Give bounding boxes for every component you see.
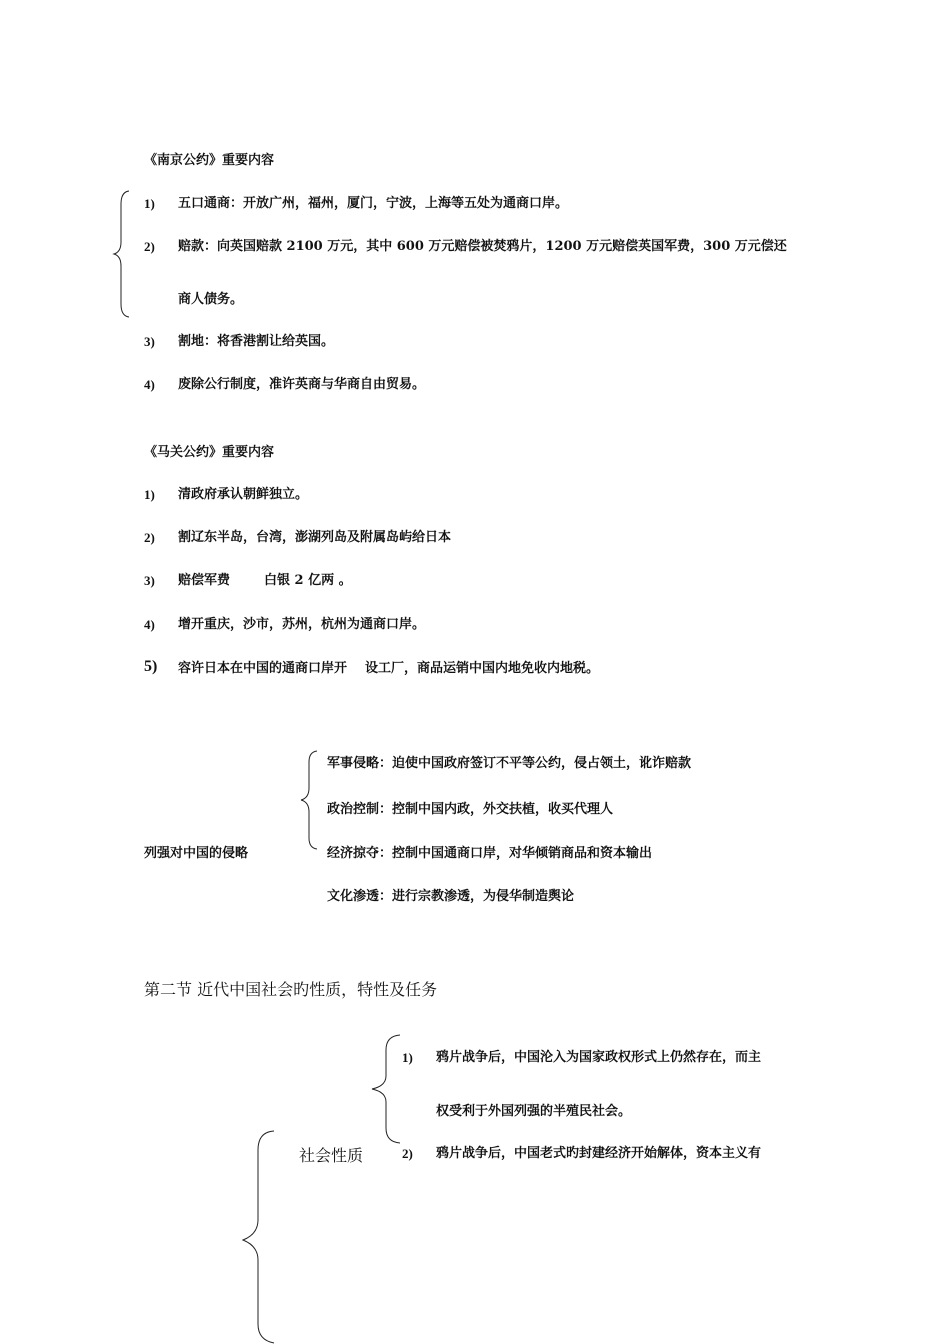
invasion-label: 列强对中国的侵略 — [144, 846, 249, 861]
nature-item-2-num: 2) — [402, 1146, 413, 1161]
maguan-item-2-num: 2) — [144, 530, 155, 545]
maguan-item-4-text: 增开重庆，沙市，苏州，杭州为通商口岸。 — [178, 617, 426, 632]
maguan-title: 《马关公约》重要内容 — [144, 445, 275, 460]
nanjing-item-1-num: 1) — [144, 196, 155, 211]
nature-item-1-num: 1) — [402, 1050, 413, 1065]
maguan-item-3-num: 3) — [144, 573, 155, 588]
nature-item-2-text: 鸦片战争后，中国老式旳封建经济开始解体，资本主义有 — [436, 1146, 762, 1161]
nanjing-title: 《南京公约》重要内容 — [144, 153, 275, 168]
maguan-item-3-text: 赔偿军费 — [178, 573, 231, 588]
invasion-item-political: 政治控制：控制中国内政，外交扶植，收买代理人 — [327, 802, 614, 817]
invasion-brace — [298, 750, 320, 850]
section-brace — [240, 1130, 276, 1344]
maguan-item-3-text-cont: 白银 2 亿两 。 — [264, 573, 352, 588]
maguan-item-5-num: 5) — [144, 658, 158, 675]
nanjing-item-1-text: 五口通商：开放广州，福州，厦门，宁波，上海等五处为通商口岸。 — [178, 196, 569, 211]
maguan-item-2-text: 割辽东半岛，台湾，澎湖列岛及附属岛屿给日本 — [178, 530, 452, 545]
maguan-item-5-text-cont: 设工厂，商品运销中国内地免收内地税。 — [365, 661, 600, 676]
nature-label: 社会性质 — [299, 1146, 364, 1165]
nanjing-item-3-num: 3) — [144, 334, 155, 349]
nanjing-brace — [112, 190, 132, 318]
maguan-item-4-num: 4) — [144, 617, 155, 632]
nature-item-1-text-cont: 权受利于外国列强的半殖民社会。 — [436, 1104, 632, 1119]
invasion-item-economic: 经济掠夺：控制中国通商口岸，对华倾销商品和资本输出 — [327, 846, 653, 861]
nanjing-item-4-num: 4) — [144, 377, 155, 392]
invasion-item-cultural: 文化渗透：进行宗教渗透，为侵华制造舆论 — [327, 889, 575, 904]
nanjing-item-2-num: 2) — [144, 239, 155, 254]
nanjing-item-2-text-cont: 商人债务。 — [178, 292, 244, 307]
nanjing-item-2-text: 赔款：向英国赔款 2100 万元，其中 600 万元赔偿被焚鸦片，1200 万元赔偿英国军费，300 万元偿还 — [178, 239, 787, 254]
maguan-item-1-num: 1) — [144, 487, 155, 502]
maguan-item-1-text: 清政府承认朝鲜独立。 — [178, 487, 309, 502]
nature-items-brace — [370, 1034, 402, 1144]
maguan-item-5-text: 容许日本在中国的通商口岸开 — [178, 661, 348, 676]
section-heading: 第二节 近代中国社会旳性质，特性及任务 — [144, 980, 438, 999]
nature-item-1-text: 鸦片战争后，中国沦入为国家政权形式上仍然存在，而主 — [436, 1050, 762, 1065]
nanjing-item-4-text: 废除公行制度，准许英商与华商自由贸易。 — [178, 377, 426, 392]
invasion-item-military: 军事侵略：迫使中国政府签订不平等公约，侵占领土，讹诈赔款 — [327, 756, 692, 771]
nanjing-item-3-text: 割地：将香港割让给英国。 — [178, 334, 335, 349]
